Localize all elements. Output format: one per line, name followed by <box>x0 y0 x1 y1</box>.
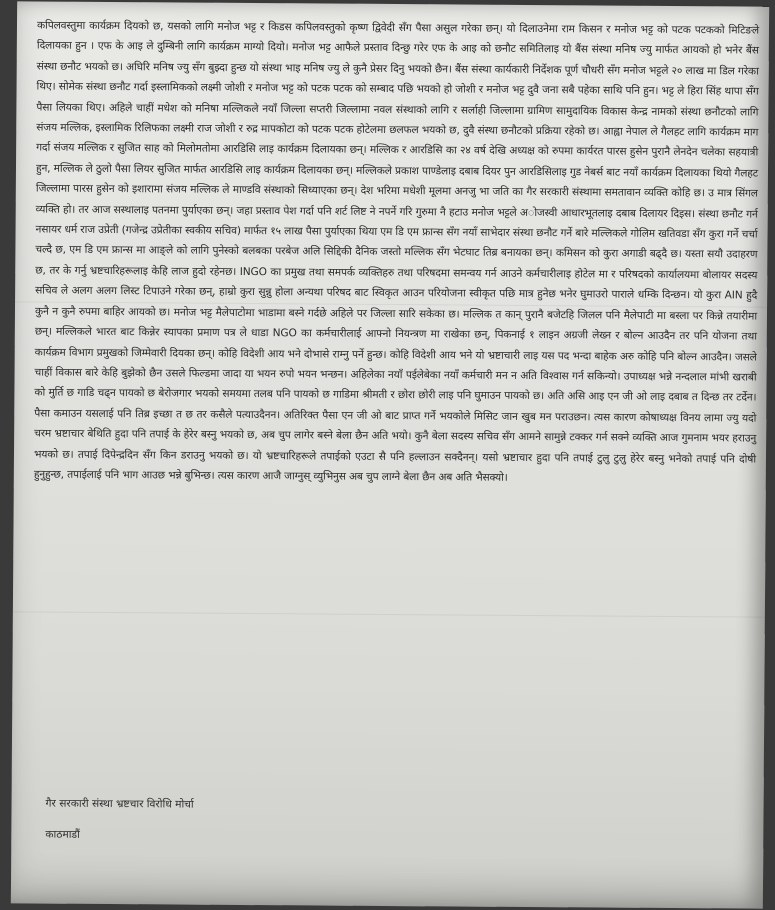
signature-city: काठमाडौं <box>45 828 80 841</box>
letter-body-text: कपिलवस्तुमा कार्यक्रम दियको छ, यसको लागि मनोज भट्ट र किडस कपिलवस्तुको कृष्ण द्विवेदी सँग पैसा असुल गरेका छन्। यो दिलाउनेमा राम किसन र मनोज भट्ट को पटक पटकको मिटिङले दिलायका हुन । एफ के आइ ले दुम्बिनी लागि कार्यक्रम माग्यो दियो। मनोज भट्ट आफैले प्रस्ताव दिन्छु गरेर एफ के आइ को छनौट समितिलाइ यो बैंस संस्था मनिष ज्यु मार्फत आयको हो भनेर बैंस संस्था छनौट भयको छ। अघिरि मनिष ज्यु सँग बुझ्दा हुन्छ यो संस्था भाइ मनिष ज्यु ले कुनै प्रेसर दिनु भयको छैन। बैंस संस्था कार्यकारी निर्देशक पूर्ण चौधरी सँग मनोज भट्टले २० लाख मा डिल गरेका थिए। सोमेक संस्था छनौट गर्दा इस्लामिकको लक्ष्मी जोशी र मनोज भट्ट को पटक पटक को सम्बाद पछि भयको हो जोशी र मनोज भट्ट दुवै जना सबै पहेका साथि पनि हुन। भट्ट ले हिरा सिंह थापा सँग पैसा लियका थिए। अहिले चाहीं मधेश को मनिषा मल्लिकले नयाँ जिल्ला सप्तरी जिल्लामा नवल संस्थाको लागि र सर्लाही जिल्लामा ग्रामिण सामुदायिक विकास केन्द्र नामको संस्था छनौटको लागि संजय मल्लिक, इस्लामिक रिलिफका लक्ष्मी राज जोशी र रुद्र मापकोटा को पटक पटक होटेलमा छलफल भयको छ, दुवै संस्था छनौटको प्रक्रिया रहेको छ। आह्वा नेपाल ले गैलहट लागि कार्यक्रम माग गर्दा संजय मल्लिक र सुजित साह को मिलोमतोमा आरडिसि लाइ कार्यक्रम दिलायका छन्। मल्लिक र आरडिसि का २४ वर्ष देखि अध्यक्ष को रुपमा कार्यरत पारस हुसेन पुरानै लेनदेन चलेका सहयात्री हुन, मल्लिक ले ठुलो पैसा लियर सुजित मार्फत आरडिसि लाइ कार्यक्रम दिलायका छन्। मल्लिकले प्रकाश पाण्डेलाइ दबाब दियर पुन आरडिसिलाइ गुड नेबर्स बाट नयाँ कार्यक्रम दिलायका थियो गैलहट जिल्लामा पारस हुसेन को इशारामा संजय मल्लिक ले माण्डवि संस्थाको सिध्याएका छन्। देश भरिमा मधेशी मूलमा अनजु भा जति का गैर सरकारी संस्थामा समतावान व्यक्ति कोहि छ। उ मात्र सिंगल व्यक्ति हो। तर आज सस्थालाइ पतनमा पुर्याएका छन्। जहा प्रस्ताव पेश गर्दा पनि शर्ट लिष्ट ने नपर्ने गरि गुरुमा नै हटाउ मनोज भट्टले अोजस्वी आधारभूतलाइ दबाब दिलायर दिइस। संस्था छनौट गर्न नसायर धर्म राज उप्रेती (गजेन्द्र उप्रेतीका स्वकीय सचिव) मार्फत १५ लाख पैसा पुर्याएका थिया एम डि एम फ्रान्स सँग नयाँ साभेदार संस्था छनौट गर्ने बारे मल्लिकले गोलिम खतिवडा सँग कुरा गर्ने चर्चा चल्दै छ, एम डि एम फ्रान्स मा आङ्ले को लागि पुनेस्को बलबका परबेज अलि सिद्दिकी दैनिक जस्तो मल्लिक सँग भेटघाट तिब्र बनायका छन्। कमिसन को कुरा अगाडी बढ्दै छ। यस्ता सयौ उदाहरण छ, तर के गर्नु भ्रष्टचारिहरूलाइ केहि लाज हुदो रहेनछ। INGO का प्रमुख तथा समपर्क व्यक्तिहरु तथा परिषदमा समन्वय गर्न आउने कर्मचारीलाइ होटेल मा र परिषदको कार्यालयमा बोलायर सदस्य सचिव ले अलग अलग लिस्ट टिपाउने गरेका छन्, हाम्रो कुरा सुन्नु होला अन्यथा परिषद बाट स्विकृत आउन परियोजना स्वीकृत पछि मात्र हुनेछ भनेर घुमाउरो पाराले धम्कि दिन्छन। यो कुरा AIN हुदै कुनै न कुनै रुपमा बाहिर आयको छ। मनोज भट्ट मैलेपाटोमा भाडामा बस्ने गर्दछे अहिले पर जिल्ला सारि सकेका छ। मल्लिक त कान् पुरानै बजेटहि जिलल पनि मैलेपाटी मा बस्ला पर किन्ने तयारीमा छन्। मल्लिकले भारत बाट किन्नेर स्यापका प्रमाण पत्र ले धाडा NGO का कर्मचारीलाई आफ्नो नियन्त्रण मा राखेका छन्, पिकनाई १ लाइन अग्रजी लेख्न र बोल्न आउदैन तर पनि योजना तथा कार्यक्रम विभाग प्रमुखको जिम्मेवारी दियका छन्। कोहि विदेशी आय भने दोभासे राम्नु पर्ने हुन्छ। कोहि विदेशी आय भने यो भ्रष्टाचारी लाइ यस पद भन्दा बाहेक अरु कोहि पनि बोल्न आउदैन। जसले चाहीं विकास बारे केहि बुझेको छैन उसले फिल्डमा जादा या भयन रुपो भयन भन्छन। अहिलेका नयाँ पईलेबेका नयाँ कर्मचारी मन न अति विश्वास गर्न सकिन्यो। उपाध्यक्ष भन्ने नन्दलाल मांभी खराबी को मुर्ति छ गाडि चढ्न पायको छ बेरोजगार भयको समयमा तलब पनि पायको छ गाडिमा श्रीमती र छोरा छोरी लाइ पनि घुमाउन पायको छ। अति असि आइ एन जी ओ लाइ दबाब त दिन्छ तर टर्देन। पैसा कमाउन यसलाई पनि तिब्र इच्छा त छ तर कसैले पत्याउदैनन। अतिरिक्त पैसा एन जी ओ बाट प्राप्त गर्ने भयकोले मिसिट जान खुब मन पराउछन। त्यस कारण कोषाध्यक्ष विनय लामा ज्यु यदो चरम भ्रष्टाचार बेथिति हुदा पनि तपाई के हेरेर बस्नु भयको छ, अब चुप लागेर बस्ने बेला छैन अति भयो। कुनै बेला सदस्य सचिव सँग आमने सामुन्ने टक्कर गर्न सक्ने व्यक्ति आज गुमनाम भयर हराउनु भयको छ। तपाई दिपेन्द्रदिन सँग किन डराउनु भयको छ। यो भ्रष्टचारिहरूले तपाईको एउटा सै पनि हल्लाउन सक्दैनन्। यसो भ्रष्टाचार हुदा पनि तपाई टुलु टुलु हेरेर बस्नु भनेको तपाई पनि दोषी हुनुहुन्छ, तपाईलाई पनि भाग आउछ भन्ने बुभिन्छ। त्यस कारण आजै जाग्नुस् व्युभिनुस अब चुप लाग्ने बेला छैन अब अति भैसक्यो। <box>33 19 760 484</box>
letter-page <box>11 1 769 908</box>
signature-organization: गैर सरकारी संस्था भ्रष्टचार विरोधि मोर्चा <box>45 797 194 811</box>
letter-body <box>34 16 759 490</box>
paper-crease <box>13 611 765 617</box>
